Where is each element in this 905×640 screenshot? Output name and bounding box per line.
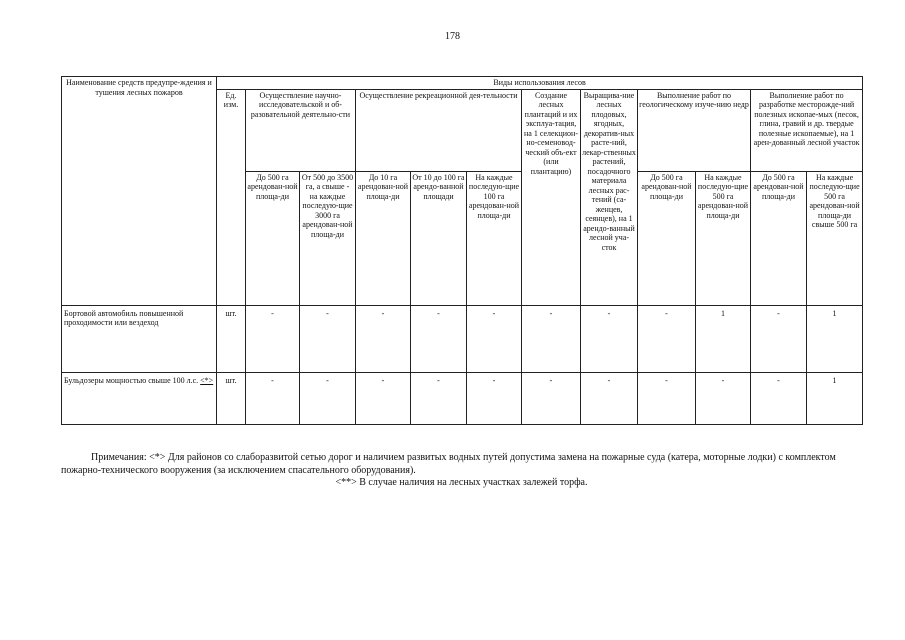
- table-row: [62, 372, 863, 424]
- row-value: -: [638, 305, 696, 372]
- header-recreation: Осуществление рекреационной дея-тельности: [356, 89, 522, 171]
- note-fire-vessels: Примечания: <*> Для районов со слаборазвитой сетью дорог и наличием развитых водных путей допустима замена на пожарные суда (катера, моторные лодки) с комплектом пожарно-технического вооружения (за исключением спасательного оборудования).: [61, 452, 836, 476]
- subheader-recreation-each-100: На каждые последую-щие 100 га арендован-ной площа-ди: [467, 171, 522, 305]
- row-value: -: [300, 305, 356, 372]
- row-value: 1: [696, 305, 751, 372]
- subheader-geology-up-to-500: До 500 га арендован-ной площа-ди: [638, 171, 696, 305]
- row-equipment-name-text: Бульдозеры мощностью свыше 100 л.с.: [64, 375, 199, 385]
- row-value: -: [356, 372, 411, 424]
- row-value: 1: [807, 372, 863, 424]
- header-science-education: Осуществление научно-исследовательской и об-разовательной деятельно-сти: [246, 89, 356, 171]
- note-peat: <**> В случае наличия на лесных участках залежей торфа.: [335, 477, 588, 488]
- page-number: 178: [445, 31, 460, 42]
- row-value: -: [696, 372, 751, 424]
- row-value: -: [356, 305, 411, 372]
- row-value: -: [246, 305, 300, 372]
- header-forest-use-types: Виды использования лесов: [217, 77, 863, 90]
- row-unit: шт.: [217, 372, 246, 424]
- row-value: -: [411, 372, 467, 424]
- footnote-link[interactable]: <*>: [200, 375, 214, 385]
- row-value: -: [751, 372, 807, 424]
- subheader-recreation-up-to-10: До 10 га арендован-ной площа-ди: [356, 171, 411, 305]
- table-row: [62, 305, 863, 372]
- row-value: -: [467, 305, 522, 372]
- subheader-science-500-3500: От 500 до 3500 га, а свыше - на каждые последую-щие 3000 га арендован-ной площа-ди: [300, 171, 356, 305]
- row-value: -: [467, 372, 522, 424]
- row-value: -: [751, 305, 807, 372]
- row-unit: шт.: [217, 305, 246, 372]
- fire-equipment-table: [61, 76, 863, 425]
- row-value: -: [411, 305, 467, 372]
- header-forest-plantations: Создание лесных плантаций и их эксплуа-тация, на 1 селекцион-но-семеновод-ческий объ-ект (или плантацию): [522, 89, 581, 305]
- subheader-science-up-to-500: До 500 га арендован-ной площа-ди: [246, 171, 300, 305]
- subheader-geology-each-500: На каждые последую-щие 500 га арендован-ной площа-ди: [696, 171, 751, 305]
- row-value: -: [246, 372, 300, 424]
- row-value: -: [522, 372, 581, 424]
- row-equipment-name: [62, 372, 217, 424]
- row-value: -: [581, 372, 638, 424]
- row-value: -: [522, 305, 581, 372]
- subheader-mining-up-to-500: До 500 га арендован-ной площа-ди: [751, 171, 807, 305]
- row-value: -: [638, 372, 696, 424]
- subheader-mining-each-500: На каждые последую-щие 500 га арендован-ной площа-ди свыше 500 га: [807, 171, 863, 305]
- row-equipment-name: [62, 305, 217, 372]
- row-value: -: [300, 372, 356, 424]
- header-mineral-mining: Выполнение работ по разработке месторожде-ний полезных ископае-мых (песок, глина, гравий и др. твердые полезные ископаемые), на 1 арен-дованный лесной участок: [751, 89, 863, 171]
- header-plant-cultivation: Выращива-ние лесных плодовых, ягодных, декоратив-ных расте-ний, лекар-ственных растений, посадочного материала лесных рас-тений (са-женцев, сеянцев), на 1 арендо-ванный лесной уча-сток: [581, 89, 638, 305]
- row-value: -: [581, 305, 638, 372]
- header-equipment-name: Наименование средств предупре-ждения и тушения лесных пожаров: [62, 77, 217, 306]
- notes: [61, 452, 862, 490]
- header-geological-survey: Выполнение работ по геологическому изуче-нию недр: [638, 89, 751, 171]
- row-value: 1: [807, 305, 863, 372]
- header-unit: Ед. изм.: [217, 89, 246, 305]
- row-equipment-name-text: Бортовой автомобиль повышенной проходимости или вездеход: [64, 308, 184, 327]
- subheader-recreation-10-100: От 10 до 100 га арендо-ванной площади: [411, 171, 467, 305]
